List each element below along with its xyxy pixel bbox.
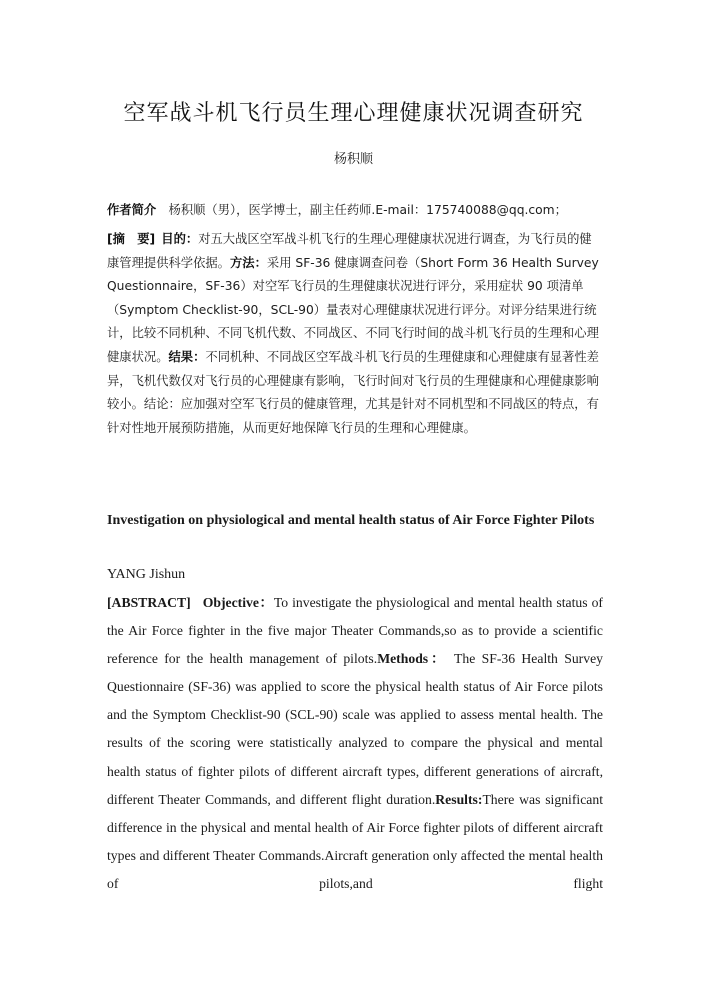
author-bio — [107, 199, 603, 223]
english-author: YANG Jishun — [107, 567, 186, 582]
en-results-text: There was significant difference in the physical and mental health of Air Force fighter pilots of different aircraft types and different Theater Commands.Aircraft generation only affected the mental health of pilots,and flight — [107, 791, 604, 891]
bio-label: 作者简介 — [107, 203, 157, 217]
methods-text: 采用 SF-36 健康调查问卷（Short Form 36 Health Survey Questionnaire，SF-36）对空军飞行员的生理健康状况进行评分，采用症状 90 项清单（Symptom Checklist-90，SCL-90）量表对心理健康状况进行评分。对评分结果进行统计，比较不同机种、不同飞机代数、不同战区、不同飞行时间的战斗机飞行员的生理和心理健康状况。 — [107, 255, 599, 364]
en-methods-text: The SF-36 Health Survey Questionnaire (SF-36) was applied to score the physical health status of Air Force pilots and the Symptom Checklist-90 (SCL-90) scale was applied to assess mental health. The results of the scoring were statistically analyzed to compare the physical and mental health status of fighter pilots of different aircraft types, different generations of aircraft, different Theater Commands, and different flight duration. — [107, 651, 604, 807]
en-methods-label: Methods： — [377, 651, 448, 667]
en-results-label: Results: — [435, 791, 483, 807]
english-title: Investigation on physiological and mental health status of Air Force Fighter Pilots — [107, 513, 595, 528]
results-text: 不同机种、不同战区空军战斗机飞行员的生理健康和心理健康有显著性差异，飞机代数仅对飞行员的心理健康有影响，飞行时间对飞行员的生理健康和心理健康影响较小。结论：应加强对空军飞行员的健康管理，尤其是针对不同机型和不同战区的特点，有针对性地开展预防措施，从而更好地保障飞行员的生理和心理健康。 — [107, 349, 599, 435]
objective-text: 对五大战区空军战斗机飞行的生理心理健康状况进行调查，为飞行员的健康管理提供科学依据。 — [107, 232, 592, 270]
methods-label: 方法： — [229, 255, 267, 270]
en-objective-text: To investigate the physiological and mental health status of the Air Force fighter in the five major Theater Commands,so as to provide a scientific reference for the health management of pilots. — [107, 595, 603, 667]
paper-author: 杨积顺 — [333, 152, 373, 167]
en-objective-label: Objective： — [202, 595, 274, 610]
bio-text: 杨积顺（男），医学博士，副主任药师.E-mail：175740088@qq.com； — [168, 203, 567, 217]
english-abstract — [107, 589, 603, 898]
objective-label: 目的： — [161, 232, 199, 246]
en-abstract-label: [ABSTRACT] — [107, 595, 191, 610]
paper-title: 空军战斗机飞行员生理心理健康状况调查研究 — [123, 101, 584, 126]
results-label: 结果： — [168, 349, 206, 364]
chinese-abstract — [107, 228, 603, 440]
abstract-label: [摘 要] — [107, 232, 156, 246]
